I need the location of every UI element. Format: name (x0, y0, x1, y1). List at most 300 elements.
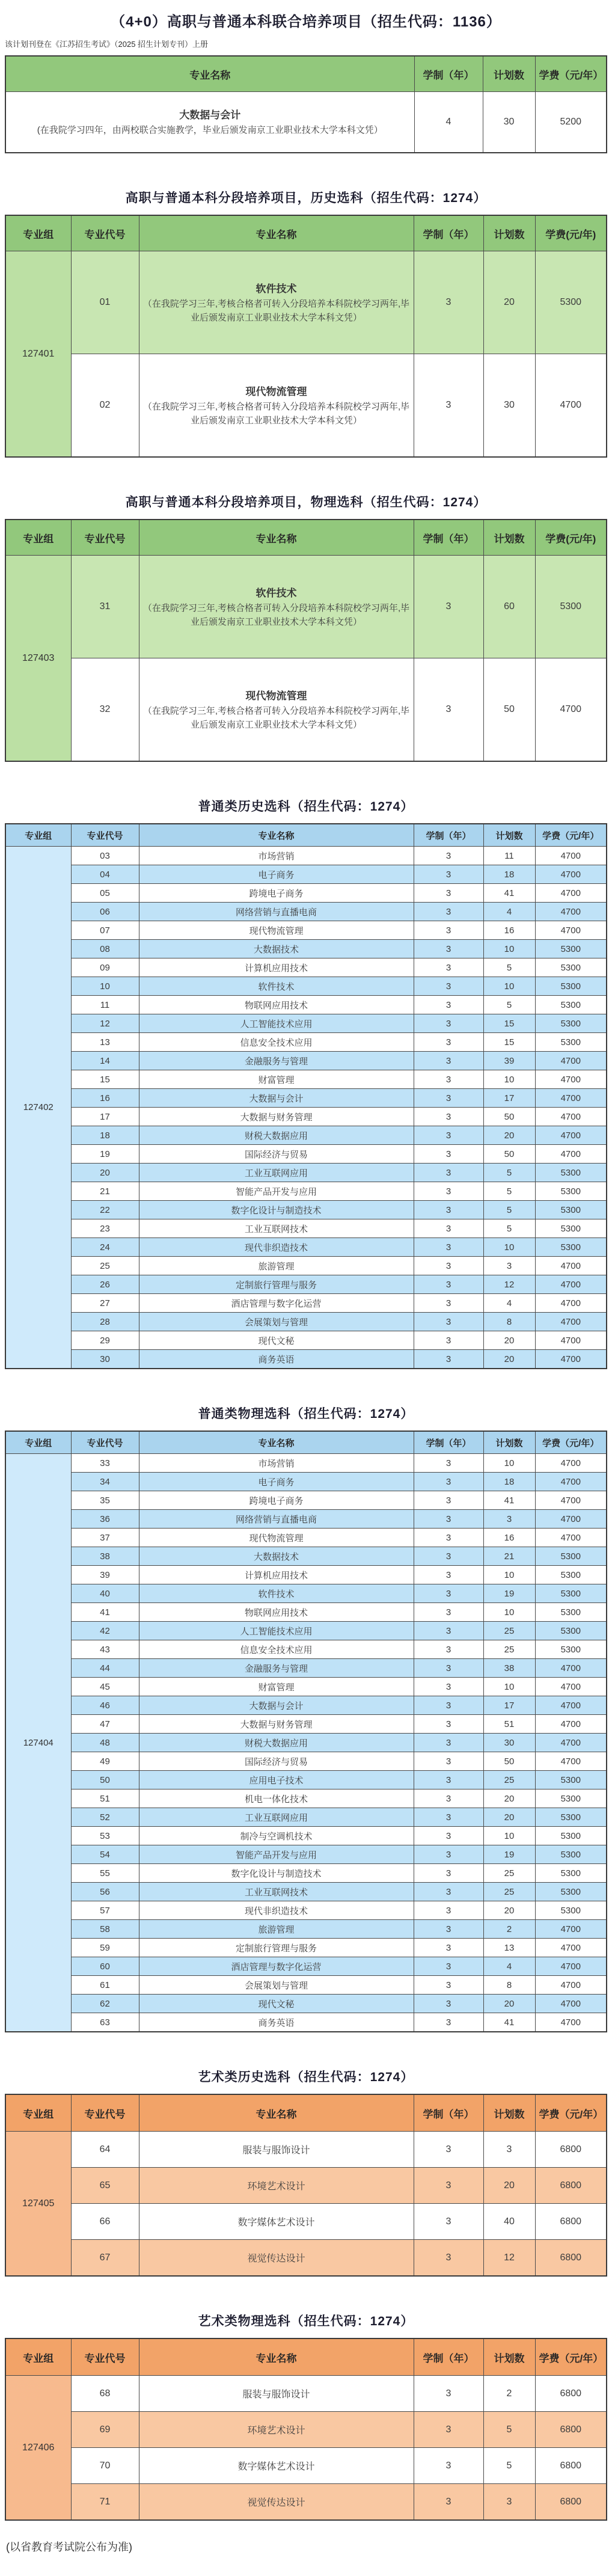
plan-cell: 60 (483, 556, 535, 658)
name-cell: 大数据与会计 (139, 1696, 414, 1715)
name-cell: 视觉传达设计 (139, 2240, 414, 2277)
years-cell: 3 (414, 2132, 483, 2168)
name-cell: 工业互联网应用 (139, 1808, 414, 1827)
name-cell: 现代文秘 (139, 1995, 414, 2013)
header-cell: 专业代号 (71, 824, 139, 847)
name-cell: 环境艺术设计 (139, 2412, 414, 2448)
name-cell: 数字化设计与制造技术 (139, 1201, 414, 1219)
table-row (5, 1995, 607, 2013)
plan-cell: 25 (483, 1883, 535, 1901)
code-cell: 07 (71, 921, 139, 940)
major-name: 现代物流管理 (245, 385, 307, 397)
table-row (5, 1547, 607, 1566)
code-cell: 58 (71, 1920, 139, 1939)
code-cell: 67 (71, 2240, 139, 2277)
code-cell: 25 (71, 1257, 139, 1275)
name-cell: 旅游管理 (139, 1920, 414, 1939)
code-cell: 41 (71, 1603, 139, 1622)
plan-cell: 20 (483, 251, 535, 354)
code-cell: 57 (71, 1901, 139, 1920)
plan-cell: 20 (483, 1995, 535, 2013)
plan-cell: 15 (483, 1033, 535, 1052)
years-cell: 3 (414, 940, 483, 958)
fee-cell: 5300 (535, 1547, 607, 1566)
header-row (5, 56, 607, 92)
table-row (5, 1510, 607, 1529)
plan-cell: 25 (483, 1640, 535, 1659)
table-row (5, 1603, 607, 1622)
code-cell: 42 (71, 1622, 139, 1640)
plan-cell: 10 (483, 1238, 535, 1257)
years-cell: 3 (414, 2484, 483, 2521)
table-body (5, 1454, 607, 2032)
code-cell: 54 (71, 1845, 139, 1864)
group-cell: 127401 (5, 251, 71, 458)
name-cell: 商务英语 (139, 1350, 414, 1369)
table-row (5, 1454, 607, 1473)
code-cell: 20 (71, 1164, 139, 1182)
code-cell: 47 (71, 1715, 139, 1734)
table-row (5, 1640, 607, 1659)
fee-cell: 4700 (535, 1454, 607, 1473)
years-cell: 3 (414, 1201, 483, 1219)
name-cell: 大数据与财务管理 (139, 1108, 414, 1126)
table-row (5, 1566, 607, 1584)
name-cell: 数字媒体艺术设计 (139, 2448, 414, 2484)
table-row (5, 1070, 607, 1089)
table-row (5, 958, 607, 977)
plan-cell: 12 (483, 2240, 535, 2277)
years-cell: 3 (414, 2013, 483, 2032)
table-row (5, 1808, 607, 1827)
header-cell: 学制（年） (414, 824, 483, 847)
plan-cell: 50 (483, 1752, 535, 1771)
name-cell: 大数据与会计 (139, 1089, 414, 1108)
years-cell: 3 (414, 1052, 483, 1070)
header-row (5, 520, 607, 556)
plan-cell: 19 (483, 1584, 535, 1603)
table-head (5, 520, 607, 556)
fee-cell: 5300 (535, 251, 607, 354)
name-cell: 定制旅行管理与服务 (139, 1275, 414, 1294)
code-cell: 68 (71, 2376, 139, 2412)
code-cell: 24 (71, 1238, 139, 1257)
plan-cell: 4 (483, 1957, 535, 1976)
plan-cell: 10 (483, 1070, 535, 1089)
years-cell: 3 (414, 1108, 483, 1126)
table-row (5, 658, 607, 762)
header-cell: 专业代号 (71, 1431, 139, 1454)
plan-table (5, 2338, 607, 2521)
years-cell: 3 (414, 1257, 483, 1275)
plan-cell: 16 (483, 921, 535, 940)
table-row (5, 2484, 607, 2521)
plan-table (5, 2094, 607, 2277)
name-cell: 国际经济与贸易 (139, 1752, 414, 1771)
table-row (5, 1827, 607, 1845)
plan-cell: 16 (483, 1529, 535, 1547)
plan-cell: 20 (483, 2168, 535, 2204)
name-cell: 大数据技术 (139, 1547, 414, 1566)
major-note: （在我院学习三年,考核合格者可转入分段培养本科院校学习两年,毕业后颁发南京工业职业技术大学本科文凭） (142, 298, 410, 323)
table-body (5, 251, 607, 458)
fee-cell: 5300 (535, 1622, 607, 1640)
fee-cell: 4700 (535, 1257, 607, 1275)
fee-cell: 6800 (535, 2168, 607, 2204)
header-cell: 计划数 (483, 2094, 535, 2132)
name-cell: 计算机应用技术 (139, 958, 414, 977)
header-cell: 专业名称 (5, 56, 414, 92)
name-cell: 旅游管理 (139, 1257, 414, 1275)
plan-cell: 18 (483, 1473, 535, 1491)
table-row (5, 1491, 607, 1510)
plan-cell: 11 (483, 847, 535, 865)
plan-cell: 2 (483, 1920, 535, 1939)
years-cell: 3 (414, 865, 483, 884)
fee-cell: 4700 (535, 1752, 607, 1771)
header-cell: 学制（年） (414, 2094, 483, 2132)
table-row (5, 251, 607, 354)
plan-cell: 40 (483, 2204, 535, 2240)
plan-cell: 5 (483, 2412, 535, 2448)
name-cell: 物联网应用技术 (139, 996, 414, 1014)
plan-cell: 10 (483, 1566, 535, 1584)
section-title: 艺术类历史选科（招生代码：1274） (198, 2070, 414, 2084)
group-cell: 127405 (5, 2132, 71, 2277)
fee-cell: 4700 (535, 1957, 607, 1976)
years-cell: 3 (414, 1547, 483, 1566)
header-cell: 专业名称 (139, 1431, 414, 1454)
table-row (5, 1864, 607, 1883)
years-cell: 3 (414, 1622, 483, 1640)
code-cell: 04 (71, 865, 139, 884)
header-cell: 计划数 (483, 215, 535, 251)
name-cell: 信息安全技术应用 (139, 1640, 414, 1659)
table-row (5, 1164, 607, 1182)
plan-cell: 25 (483, 1864, 535, 1883)
section-title: 艺术类物理选科（招生代码：1274） (198, 2314, 414, 2328)
years-cell: 3 (414, 1584, 483, 1603)
table-head (5, 824, 607, 847)
table-head (5, 2094, 607, 2132)
fee-cell: 4700 (535, 1529, 607, 1547)
plan-cell: 10 (483, 940, 535, 958)
table-row (5, 2376, 607, 2412)
plan-cell: 50 (483, 658, 535, 762)
header-cell: 学费（元/年） (535, 2338, 607, 2376)
header-cell: 计划数 (483, 824, 535, 847)
name-cell (139, 354, 414, 458)
name-cell: 大数据技术 (139, 940, 414, 958)
table-row (5, 1939, 607, 1957)
name-cell: 现代物流管理 (139, 921, 414, 940)
fee-cell: 5300 (535, 1864, 607, 1883)
name-cell: 工业互联网技术 (139, 1219, 414, 1238)
fee-cell: 4700 (535, 1678, 607, 1696)
plan-cell: 5 (483, 1182, 535, 1201)
table-row (5, 1313, 607, 1331)
fee-cell: 5300 (535, 556, 607, 658)
fee-cell: 4700 (535, 1089, 607, 1108)
header-cell: 学制（年） (414, 2338, 483, 2376)
header-row (5, 824, 607, 847)
table-row (5, 92, 607, 153)
years-cell: 3 (414, 1901, 483, 1920)
code-cell: 38 (71, 1547, 139, 1566)
group-cell: 127402 (5, 847, 71, 1369)
fee-cell: 4700 (535, 903, 607, 921)
name-cell: 制冷与空调机技术 (139, 1827, 414, 1845)
fee-cell: 4700 (535, 1126, 607, 1145)
plan-cell: 20 (483, 1350, 535, 1369)
table-row (5, 1659, 607, 1678)
years-cell: 3 (414, 1219, 483, 1238)
name-cell: 定制旅行管理与服务 (139, 1939, 414, 1957)
fee-cell: 5300 (535, 977, 607, 996)
header-cell: 专业名称 (139, 2338, 414, 2376)
name-cell: 服装与服饰设计 (139, 2132, 414, 2168)
name-cell: 网络营销与直播电商 (139, 903, 414, 921)
years-cell: 3 (414, 1033, 483, 1052)
code-cell: 28 (71, 1313, 139, 1331)
plan-cell: 8 (483, 1313, 535, 1331)
fee-cell: 4700 (535, 1920, 607, 1939)
plan-cell: 10 (483, 1827, 535, 1845)
plan-cell: 39 (483, 1052, 535, 1070)
table-head (5, 1431, 607, 1454)
name-cell: 软件技术 (139, 1584, 414, 1603)
fee-cell: 4700 (535, 865, 607, 884)
plan-cell: 20 (483, 1789, 535, 1808)
name-cell: 服装与服饰设计 (139, 2376, 414, 2412)
code-cell: 63 (71, 2013, 139, 2032)
header-cell: 专业组 (5, 2338, 71, 2376)
section-title: 高职与普通本科分段培养项目，物理选科（招生代码：1274） (125, 495, 487, 509)
group-cell: 127403 (5, 556, 71, 762)
years-cell: 3 (414, 1070, 483, 1089)
sections (0, 10, 612, 2521)
plan-cell: 5 (483, 996, 535, 1014)
years-cell: 3 (414, 354, 483, 458)
plan-cell: 25 (483, 1771, 535, 1789)
years-cell: 3 (414, 1976, 483, 1995)
table-head (5, 215, 607, 251)
code-cell: 55 (71, 1864, 139, 1883)
table-body (5, 847, 607, 1369)
header-cell: 学费（元/年） (535, 824, 607, 847)
fee-cell: 6800 (535, 2412, 607, 2448)
table-row (5, 1089, 607, 1108)
header-cell: 专业名称 (139, 215, 414, 251)
years-cell: 3 (414, 884, 483, 903)
code-cell: 69 (71, 2412, 139, 2448)
table-row (5, 1238, 607, 1257)
header-cell: 专业代号 (71, 215, 139, 251)
fee-cell: 5200 (535, 92, 607, 153)
section-subtitle: 该计划刊登在《江苏招生考试》（2025 招生计划专刊）上册 (5, 40, 209, 49)
header-cell: 学制（年） (414, 215, 483, 251)
header-row (5, 1431, 607, 1454)
plan-table (5, 55, 607, 153)
years-cell: 3 (414, 1678, 483, 1696)
code-cell: 62 (71, 1995, 139, 2013)
name-cell: 财税大数据应用 (139, 1126, 414, 1145)
table-row (5, 1920, 607, 1939)
header-cell: 专业组 (5, 2094, 71, 2132)
code-cell: 33 (71, 1454, 139, 1473)
fee-cell: 5300 (535, 940, 607, 958)
fee-cell: 5300 (535, 1219, 607, 1238)
name-cell: 人工智能技术应用 (139, 1622, 414, 1640)
section-4 (0, 797, 612, 1369)
code-cell: 06 (71, 903, 139, 921)
table-row (5, 1126, 607, 1145)
fee-cell: 4700 (535, 1491, 607, 1510)
code-cell: 29 (71, 1331, 139, 1350)
fee-cell: 4700 (535, 1473, 607, 1491)
years-cell: 3 (414, 1752, 483, 1771)
plan-cell: 17 (483, 1696, 535, 1715)
code-cell: 53 (71, 1827, 139, 1845)
major-name: 软件技术 (256, 283, 297, 295)
plan-cell: 8 (483, 1976, 535, 1995)
code-cell: 48 (71, 1734, 139, 1752)
fee-cell: 5300 (535, 1201, 607, 1219)
years-cell: 3 (414, 1238, 483, 1257)
code-cell: 09 (71, 958, 139, 977)
plan-cell: 10 (483, 977, 535, 996)
table-row (5, 903, 607, 921)
code-cell: 50 (71, 1771, 139, 1789)
years-cell: 3 (414, 1827, 483, 1845)
plan-cell: 30 (483, 92, 535, 153)
years-cell: 3 (414, 1939, 483, 1957)
section-1 (0, 10, 612, 153)
fee-cell: 5300 (535, 1164, 607, 1182)
header-cell: 计划数 (483, 1431, 535, 1454)
code-cell: 45 (71, 1678, 139, 1696)
table-body (5, 2376, 607, 2521)
code-cell: 11 (71, 996, 139, 1014)
years-cell: 3 (414, 556, 483, 658)
years-cell: 3 (414, 1331, 483, 1350)
fee-cell: 6800 (535, 2132, 607, 2168)
header-cell: 计划数 (483, 2338, 535, 2376)
table-row (5, 2168, 607, 2204)
fee-cell: 5300 (535, 1182, 607, 1201)
code-cell: 56 (71, 1883, 139, 1901)
name-cell: 酒店管理与数字化运营 (139, 1957, 414, 1976)
header-cell: 专业代号 (71, 2094, 139, 2132)
header-cell: 专业组 (5, 520, 71, 556)
table-row (5, 1584, 607, 1603)
code-cell: 44 (71, 1659, 139, 1678)
table-row (5, 1715, 607, 1734)
major-note: （在我院学习三年,考核合格者可转入分段培养本科院校学习两年,毕业后颁发南京工业职业技术大学本科文凭） (142, 401, 410, 426)
years-cell: 3 (414, 1126, 483, 1145)
name-cell: 信息安全技术应用 (139, 1033, 414, 1052)
name-cell: 商务英语 (139, 2013, 414, 2032)
years-cell: 3 (414, 1640, 483, 1659)
name-cell: 现代文秘 (139, 1331, 414, 1350)
fee-cell: 5300 (535, 1640, 607, 1659)
header-cell: 专业组 (5, 824, 71, 847)
name-cell (5, 92, 414, 153)
header-cell: 学制（年） (414, 1431, 483, 1454)
fee-cell: 6800 (535, 2448, 607, 2484)
footer-note: (以省教育考试院公布为准) (6, 2541, 132, 2553)
code-cell: 43 (71, 1640, 139, 1659)
table-row (5, 2240, 607, 2277)
fee-cell: 5300 (535, 1771, 607, 1789)
name-cell: 现代非织造技术 (139, 1901, 414, 1920)
table-row (5, 921, 607, 940)
years-cell: 3 (414, 1294, 483, 1313)
fee-cell: 4700 (535, 1294, 607, 1313)
plan-table (5, 823, 607, 1369)
fee-cell: 4700 (535, 1070, 607, 1089)
section-title: 高职与普通本科分段培养项目，历史选科（招生代码：1274） (125, 191, 487, 205)
table-row (5, 1883, 607, 1901)
header-cell: 学制（年） (414, 56, 483, 92)
code-cell: 18 (71, 1126, 139, 1145)
years-cell: 3 (414, 1659, 483, 1678)
plan-cell: 25 (483, 1622, 535, 1640)
plan-cell: 13 (483, 1939, 535, 1957)
table-row (5, 1145, 607, 1164)
major-note: (在我院学习四年，由两校联合实施教学，毕业后颁发南京工业职业技术大学本科文凭） (37, 125, 383, 136)
table-row (5, 1219, 607, 1238)
years-cell: 3 (414, 1603, 483, 1622)
fee-cell: 4700 (535, 354, 607, 458)
table-body (5, 92, 607, 153)
years-cell: 4 (414, 92, 483, 153)
plan-cell: 2 (483, 2376, 535, 2412)
years-cell: 3 (414, 996, 483, 1014)
fee-cell: 5300 (535, 1584, 607, 1603)
name-cell: 财税大数据应用 (139, 1734, 414, 1752)
fee-cell: 4700 (535, 1331, 607, 1350)
fee-cell: 4700 (535, 1275, 607, 1294)
name-cell: 电子商务 (139, 865, 414, 884)
plan-cell: 10 (483, 1603, 535, 1622)
name-cell: 财富管理 (139, 1070, 414, 1089)
name-cell: 视觉传达设计 (139, 2484, 414, 2521)
code-cell: 02 (71, 354, 139, 458)
plan-cell: 51 (483, 1715, 535, 1734)
plan-cell: 5 (483, 1164, 535, 1182)
fee-cell: 5300 (535, 1033, 607, 1052)
name-cell: 现代非织造技术 (139, 1238, 414, 1257)
fee-cell: 4700 (535, 1976, 607, 1995)
name-cell: 网络营销与直播电商 (139, 1510, 414, 1529)
years-cell: 3 (414, 1789, 483, 1808)
plan-cell: 5 (483, 958, 535, 977)
fee-cell: 4700 (535, 1995, 607, 2013)
header-cell: 专业组 (5, 215, 71, 251)
years-cell: 3 (414, 1454, 483, 1473)
years-cell: 3 (414, 1771, 483, 1789)
fee-cell: 5300 (535, 1827, 607, 1845)
name-cell: 软件技术 (139, 977, 414, 996)
fee-cell: 6800 (535, 2240, 607, 2277)
years-cell: 3 (414, 1864, 483, 1883)
plan-cell: 41 (483, 2013, 535, 2032)
years-cell: 3 (414, 1529, 483, 1547)
section-5 (0, 1404, 612, 2032)
major-note: （在我院学习三年,考核合格者可转入分段培养本科院校学习两年,毕业后颁发南京工业职业技术大学本科文凭） (142, 705, 410, 730)
section-6 (0, 2067, 612, 2277)
